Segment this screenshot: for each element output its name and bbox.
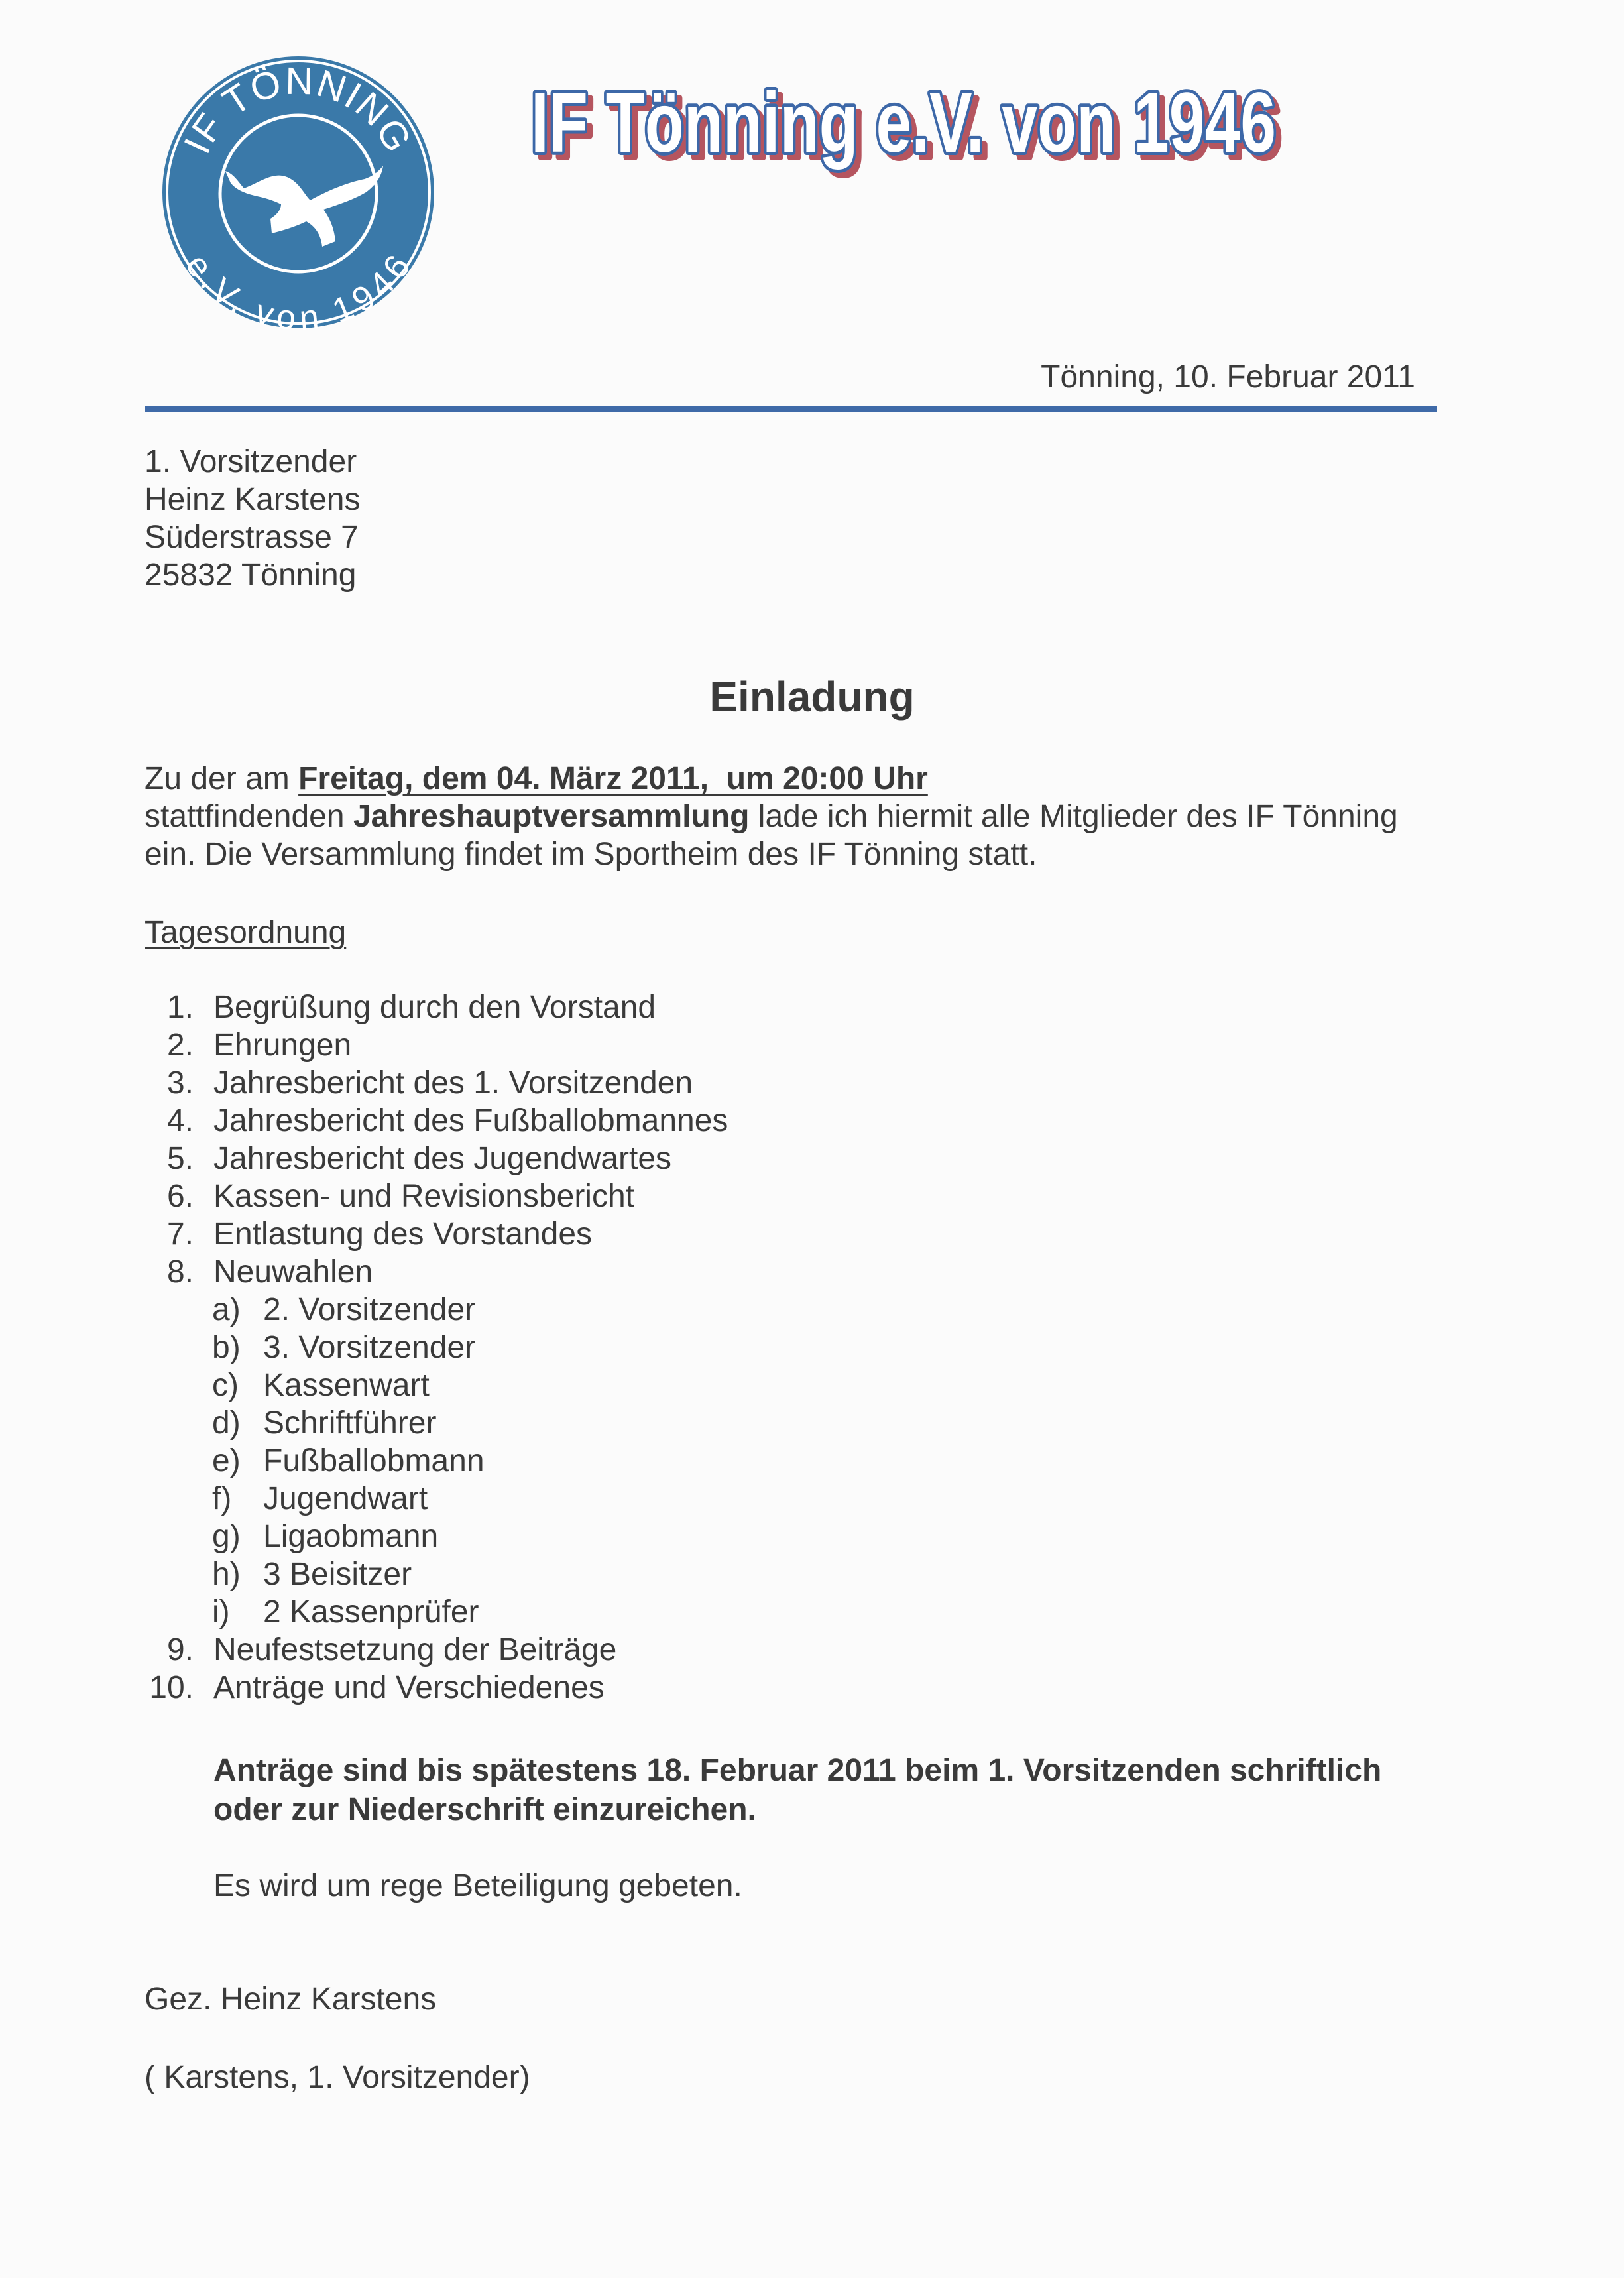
agenda-text: Jahresbericht des 1. Vorsitzenden [213, 1065, 693, 1101]
intro-text: stattfindenden [145, 799, 353, 834]
subitem-letter: i) [212, 1594, 230, 1630]
subitem-letter: h) [212, 1557, 241, 1592]
document-heading: Einladung [709, 673, 915, 721]
intro-text: lade ich hiermit alle Mitglieder des IF Tönning [749, 799, 1398, 834]
intro-text: Zu der am [145, 761, 299, 796]
sender-line: Heinz Karstens [145, 482, 361, 517]
agenda-number: 10. [149, 1670, 194, 1705]
note-line-2: oder zur Niederschrift einzureichen. [213, 1792, 756, 1827]
intro-paragraph [145, 760, 1470, 873]
subitem-text: Fußballobmann [263, 1443, 485, 1478]
agenda-number: 5. [166, 1141, 194, 1176]
subitem-text: 3 Beisitzer [263, 1557, 412, 1592]
logo-top-text: IF TÖNNING [175, 59, 421, 160]
subitem-letter: f) [212, 1481, 232, 1516]
logo-bottom-text: e.V. von 1946 [178, 247, 419, 331]
signature-title: ( Karstens, 1. Vorsitzender) [145, 2060, 530, 2095]
note-line-1: Anträge sind bis spätestens 18. Februar 2011 beim 1. Vorsitzenden schriftlich [213, 1753, 1382, 1788]
signature-line: Gez. Heinz Karstens [145, 1982, 437, 2017]
subitem-text: 2 Kassenprüfer [263, 1594, 479, 1630]
agenda-number: 1. [166, 990, 194, 1025]
agenda-number: 2. [166, 1028, 194, 1063]
subitem-text: 2. Vorsitzender [263, 1292, 476, 1327]
sender-line: Süderstrasse 7 [145, 520, 359, 555]
agenda-text: Jahresbericht des Jugendwartes [213, 1141, 672, 1176]
subitem-text: Schriftführer [263, 1406, 437, 1441]
agenda-text: Kassen- und Revisionsbericht [213, 1179, 634, 1214]
submission-note [213, 1751, 1381, 1829]
agenda-title: Tagesordnung [145, 915, 347, 950]
intro-line-1 [145, 760, 1470, 798]
agenda-text: Ehrungen [213, 1028, 352, 1063]
meeting-date: Freitag, dem 04. März 2011, um 20:00 Uhr [298, 761, 928, 796]
subitem-letter: e) [212, 1443, 241, 1478]
subitem-letter: b) [212, 1330, 241, 1365]
club-banner-title [527, 70, 1296, 176]
agenda-text: Anträge und Verschiedenes [213, 1670, 605, 1705]
letter-date: Tönning, 10. Februar 2011 [1041, 359, 1415, 394]
meeting-name: Jahreshauptversammlung [353, 799, 750, 834]
agenda-number: 9. [166, 1632, 194, 1667]
banner-text: IF Tönning e.V. von 1946 [531, 76, 1276, 170]
agenda-text: Entlastung des Vorstandes [213, 1217, 593, 1252]
agenda-text: Neufestsetzung der Beiträge [213, 1632, 617, 1667]
subitem-text: Kassenwart [263, 1368, 430, 1403]
closing-remark: Es wird um rege Beteiligung gebeten. [213, 1868, 742, 1903]
subitem-letter: g) [212, 1519, 241, 1554]
agenda-number: 3. [166, 1065, 194, 1101]
subitem-text: Jugendwart [263, 1481, 428, 1516]
agenda-text: Begrüßung durch den Vorstand [213, 990, 656, 1025]
subitem-text: 3. Vorsitzender [263, 1330, 476, 1365]
club-logo [159, 53, 437, 331]
subitem-letter: d) [212, 1406, 241, 1441]
subitem-text: Ligaobmann [263, 1519, 439, 1554]
subitem-letter: a) [212, 1292, 241, 1327]
header-divider [145, 406, 1437, 412]
agenda-number: 4. [166, 1103, 194, 1138]
agenda-number: 6. [166, 1179, 194, 1214]
intro-line-3: ein. Die Versammlung findet im Sportheim des IF Tönning statt. [145, 837, 1037, 872]
subitem-letter: c) [212, 1368, 239, 1403]
sender-line: 25832 Tönning [145, 558, 357, 593]
agenda-number: 7. [166, 1217, 194, 1252]
sender-line: 1. Vorsitzender [145, 444, 357, 479]
agenda-text: Neuwahlen [213, 1254, 373, 1289]
agenda-text: Jahresbericht des Fußballobmannes [213, 1103, 728, 1138]
sender-address [145, 443, 360, 594]
intro-line-2 [145, 798, 1470, 835]
agenda-number: 8. [166, 1254, 194, 1289]
